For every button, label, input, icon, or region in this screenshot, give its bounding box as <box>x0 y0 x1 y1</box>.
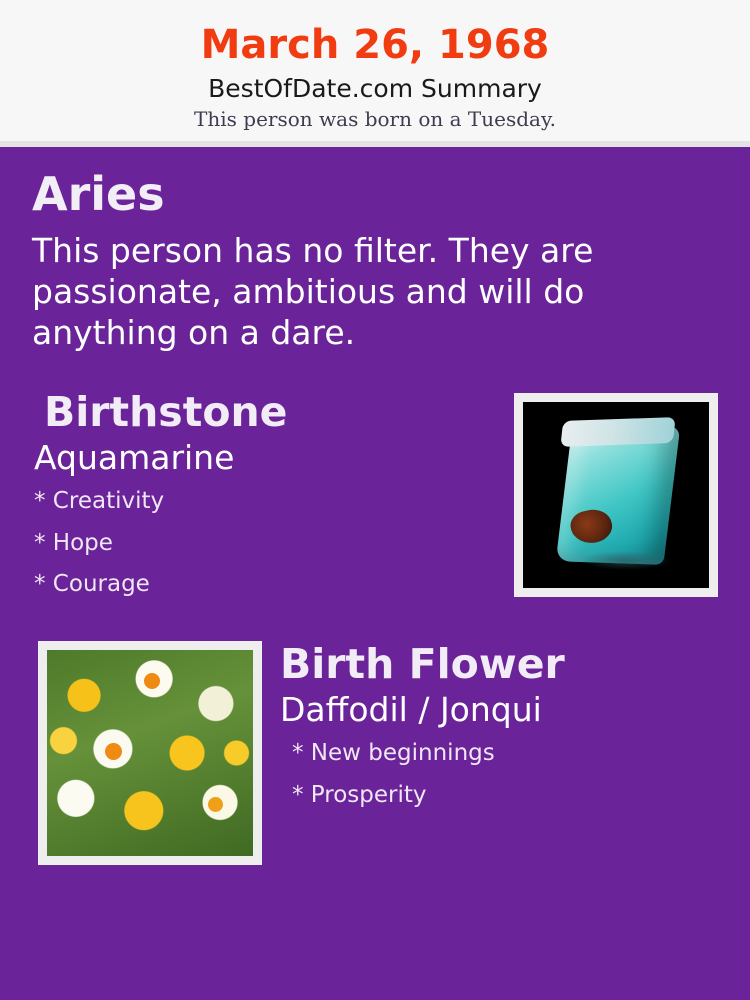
flower-center <box>208 797 223 812</box>
flower-center <box>144 673 160 689</box>
birth-flower-text <box>280 641 718 809</box>
birthstone-name: Aquamarine <box>34 438 235 478</box>
birthstone-section <box>32 389 718 619</box>
birthstone-trait: * Courage <box>34 571 150 598</box>
birth-flower-trait: * New beginnings <box>292 740 495 767</box>
birthstone-title: Birthstone <box>44 388 288 437</box>
birthstone-trait: * Hope <box>34 529 113 556</box>
birth-flower-section <box>32 641 718 871</box>
birthstone-text <box>32 389 472 599</box>
main-content <box>0 147 750 871</box>
birth-flower-photo-frame <box>38 641 262 865</box>
birth-flower-name: Daffodil / Jonqui <box>280 690 542 730</box>
birth-flower-trait: * Prosperity <box>292 781 427 808</box>
page-title: March 26, 1968 <box>200 22 550 68</box>
birthstone-trait: * Creativity <box>34 488 165 515</box>
zodiac-description: This person has no filter. They are passionate, ambitious and will do anything on a dare. <box>32 230 594 353</box>
birth-day-note: This person was born on a Tuesday. <box>194 107 556 131</box>
flower-center <box>105 743 122 760</box>
aquamarine-crystal-icon <box>523 402 709 588</box>
zodiac-sign-title: Aries <box>32 167 165 221</box>
crystal-shadow <box>579 551 672 570</box>
header <box>0 0 750 141</box>
site-summary-label: BestOfDate.com Summary <box>208 74 542 103</box>
crystal-top-facet <box>560 417 675 447</box>
birthstone-photo-frame <box>514 393 718 597</box>
birth-flower-title: Birth Flower <box>280 640 565 689</box>
daffodil-flowers-icon <box>47 650 253 856</box>
